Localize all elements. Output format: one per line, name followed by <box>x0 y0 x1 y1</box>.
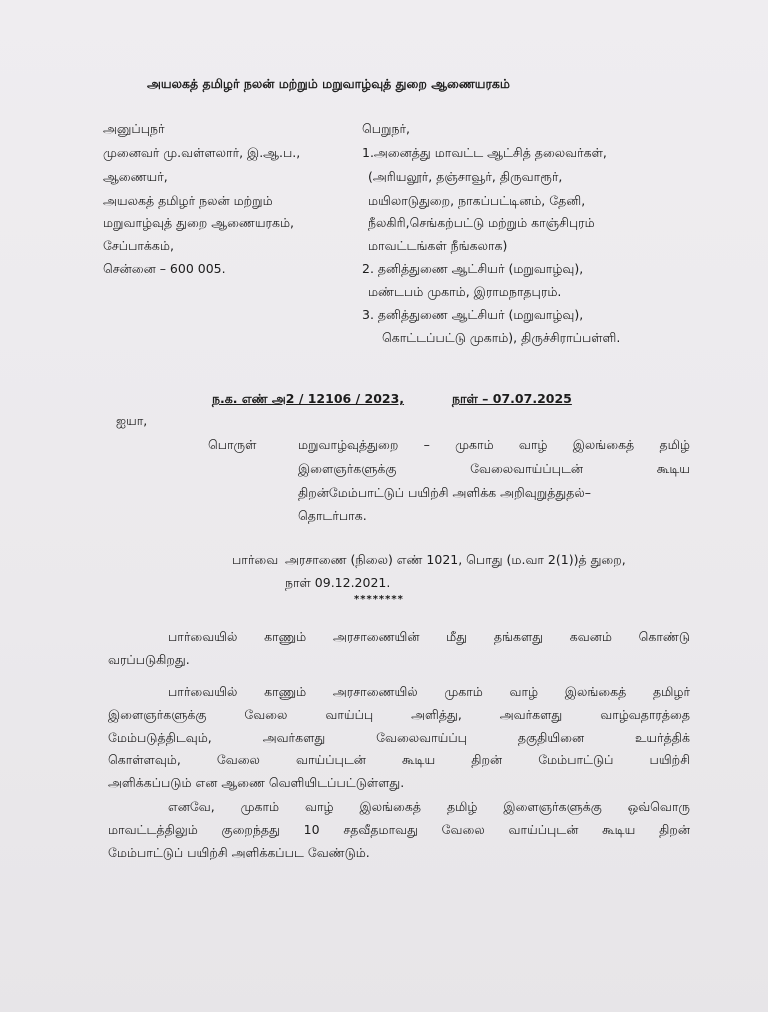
recipient-line: 2. தனித்துணை ஆட்சியர் (மறுவாழ்வு), <box>362 261 584 276</box>
recipient-line: 1.அனைத்து மாவட்ட ஆட்சித் தலைவர்கள், <box>362 145 607 160</box>
subject-label: பொருள் <box>208 437 257 452</box>
subject-line: மறுவாழ்வுத்துறை – முகாம் வாழ் இலங்கைத் தமிழ் <box>298 437 690 452</box>
salutation: ஐயா, <box>116 413 148 428</box>
recipient-line: (அரியலூர், தஞ்சாவூர், திருவாரூர், <box>368 169 563 184</box>
paragraph-line: பார்வையில் காணும் அரசாணையில் முகாம் வாழ் இலங்கைத் தமிழர் <box>168 684 690 699</box>
sender-line: அயலகத் தமிழர் நலன் மற்றும் <box>103 193 273 208</box>
paragraph-line: மேம்படுத்திடவும், அவர்களது வேலைவாய்ப்பு தகுதியினை உயர்த்திக் <box>108 730 690 745</box>
paragraph-line: மாவட்டத்திலும் குறைந்தது 10 சதவீதமாவது வேலை வாய்ப்புடன் கூடிய திறன் <box>108 822 690 837</box>
paragraph-line: அளிக்கப்படும் என ஆணை வெளியிடப்பட்டுள்ளது. <box>108 775 405 790</box>
recipient-label: பெறுநர், <box>362 121 411 136</box>
reference-date: நாள் – 07.07.2025 <box>452 391 572 406</box>
sender-line: சேப்பாக்கம், <box>103 238 174 253</box>
paragraph-line: மேம்பாட்டுப் பயிற்சி அளிக்கப்பட வேண்டும். <box>108 845 370 860</box>
recipient-line: மயிலாடுதுறை, நாகப்பட்டினம், தேனி, <box>368 193 586 208</box>
paragraph-line: வரப்படுகிறது. <box>108 652 190 667</box>
recipient-line: 3. தனித்துணை ஆட்சியர் (மறுவாழ்வு), <box>362 307 584 322</box>
sender-line: மறுவாழ்வுத் துறை ஆணையரகம், <box>103 215 295 230</box>
reference-line: நாள் 09.12.2021. <box>285 575 391 590</box>
separator: ******** <box>354 594 404 605</box>
subject-line: திறன்மேம்பாட்டுப் பயிற்சி அளிக்க அறிவுறுத்துதல்– <box>298 485 591 500</box>
reference-line: அரசாணை (நிலை) எண் 1021, பொது (ம.வா 2(1))த் துறை, <box>285 552 626 567</box>
paragraph-line: எனவே, முகாம் வாழ் இலங்கைத் தமிழ் இளைஞர்களுக்கு ஒவ்வொரு <box>168 799 690 814</box>
reference-number: ந.க. எண் அ2 / 12106 / 2023, <box>212 391 405 406</box>
sender-line: சென்னை – 600 005. <box>103 261 226 276</box>
sender-label: அனுப்புநர் <box>103 121 165 136</box>
recipient-line: நீலகிரி,செங்கற்பட்டு மற்றும் காஞ்சிபுரம் <box>368 215 595 230</box>
sender-line: ஆணையர், <box>103 169 168 184</box>
reference-label: பார்வை <box>232 552 279 567</box>
sender-line: முனைவர் மு.வள்ளலார், இ.ஆ.ப., <box>103 145 301 160</box>
subject-line: தொடர்பாக. <box>298 508 367 523</box>
paragraph-line: இளைஞர்களுக்கு வேலை வாய்ப்பு அளித்து, அவர்களது வாழ்வதாரத்தை <box>108 707 690 722</box>
recipient-line: மண்டபம் முகாம், இராமநாதபுரம். <box>368 284 562 299</box>
office-title: அயலகத் தமிழர் நலன் மற்றும் மறுவாழ்வுத் துறை ஆணையரகம் <box>147 76 510 91</box>
recipient-line: கொட்டப்பட்டு முகாம்), திருச்சிராப்பள்ளி. <box>382 330 621 345</box>
paragraph-line: கொள்ளவும், வேலை வாய்ப்புடன் கூடிய திறன் மேம்பாட்டுப் பயிற்சி <box>108 752 690 767</box>
recipient-line: மாவட்டங்கள் நீங்கலாக) <box>368 238 508 253</box>
subject-line: இளைஞர்களுக்கு வேலைவாய்ப்புடன் கூடிய <box>298 461 690 476</box>
paragraph-line: பார்வையில் காணும் அரசாணையின் மீது தங்களது கவனம் கொண்டு <box>168 629 690 644</box>
